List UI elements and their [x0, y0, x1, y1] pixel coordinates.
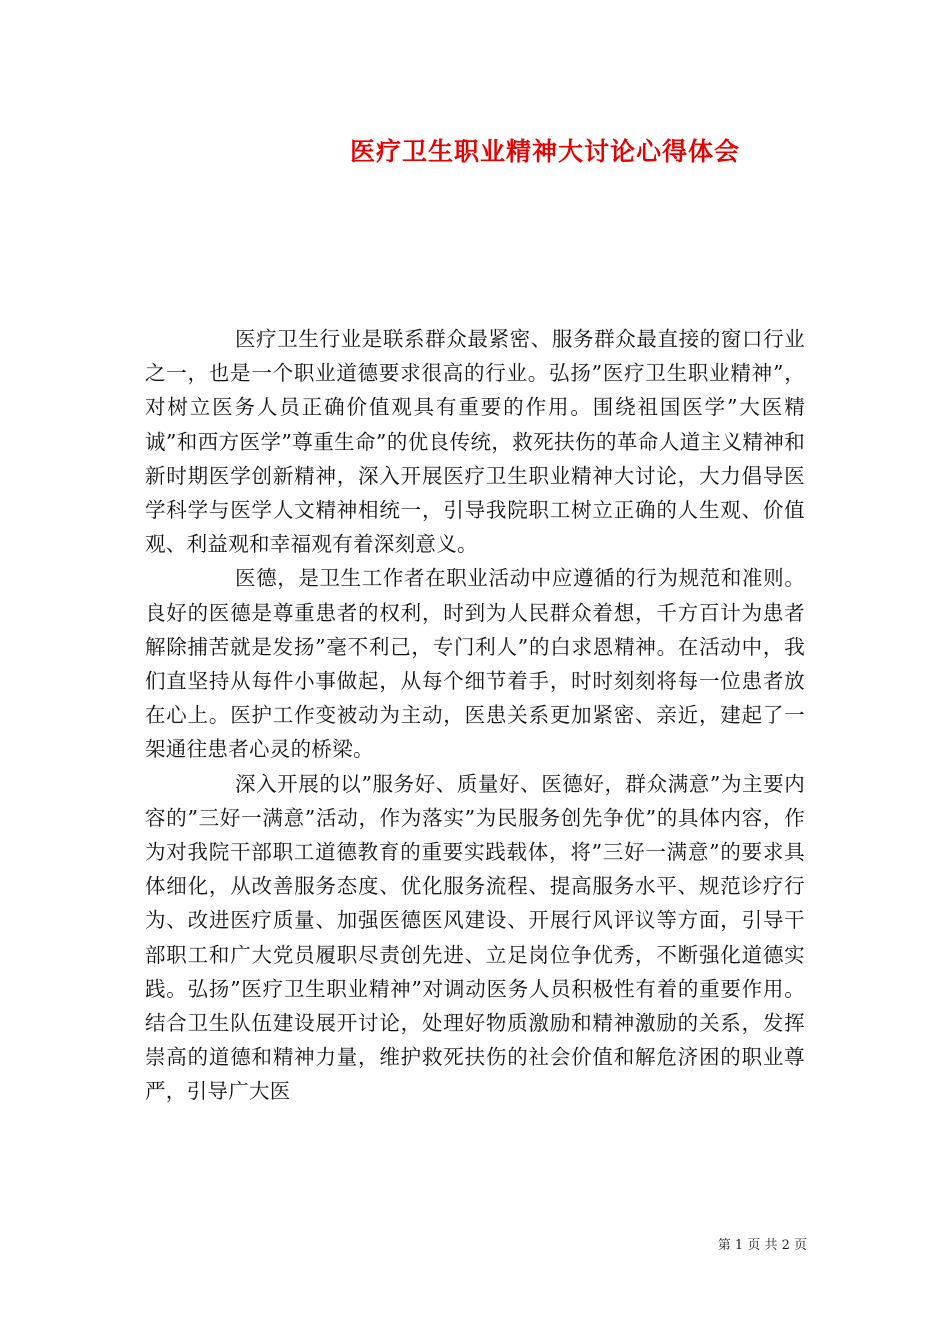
- document-body: [145, 322, 805, 1109]
- document-title: 医疗卫生职业精神大讨论心得体会: [349, 137, 740, 166]
- page-number-footer: 第 1 页 共 2 页: [717, 1238, 807, 1253]
- paragraph-3: 深入开展的以”服务好、质量好、医德好，群众满意”为主要内容的”三好一满意”活动，作为落实”为民服务创先争优”的具体内容，作为对我院干部职工道德教育的重要实践载体，将”三好一满意”的要求具体细化，从改善服务态度、优化服务流程、提高服务水平、规范诊疗行为、改进医疗质量、加强医德医风建设、开展行风评议等方面，引导干部职工和广大党员履职尽责创先进、立足岗位争优秀，不断强化道德实践。弘扬”医疗卫生职业精神”对调动医务人员积极性有着的重要作用。结合卫生队伍建设展开讨论，处理好物质激励和精神激励的关系，发挥崇高的道德和精神力量，维护救死扶伤的社会价值和解危济困的职业尊严，引导广大医: [145, 771, 805, 1104]
- paragraph-2: 医德，是卫生工作者在职业活动中应遵循的行为规范和准则。良好的医德是尊重患者的权利，时到为人民群众着想，千方百计为患者解除捕苦就是发扬”毫不利己，专门利人”的白求恩精神。在活动中，我们直坚持从每件小事做起，从每个细节着手，时时刻刻将每一位患者放在心上。医护工作变被动为主动，医患关系更加紧密、亲近，建起了一架通往患者心灵的桥梁。: [145, 566, 805, 762]
- paragraph-1: 医疗卫生行业是联系群众最紧密、服务群众最直接的窗口行业之一，也是一个职业道德要求很高的行业。弘扬”医疗卫生职业精神”，对树立医务人员正确价值观具有重要的作用。围绕祖国医学”大医精诚”和西方医学”尊重生命”的优良传统，救死扶伤的革命人道主义精神和新时期医学创新精神，深入开展医疗卫生职业精神大讨论，大力倡导医学科学与医学人文精神相统一，引导我院职工树立正确的人生观、价值观、利益观和幸福观有着深刻意义。: [145, 327, 805, 557]
